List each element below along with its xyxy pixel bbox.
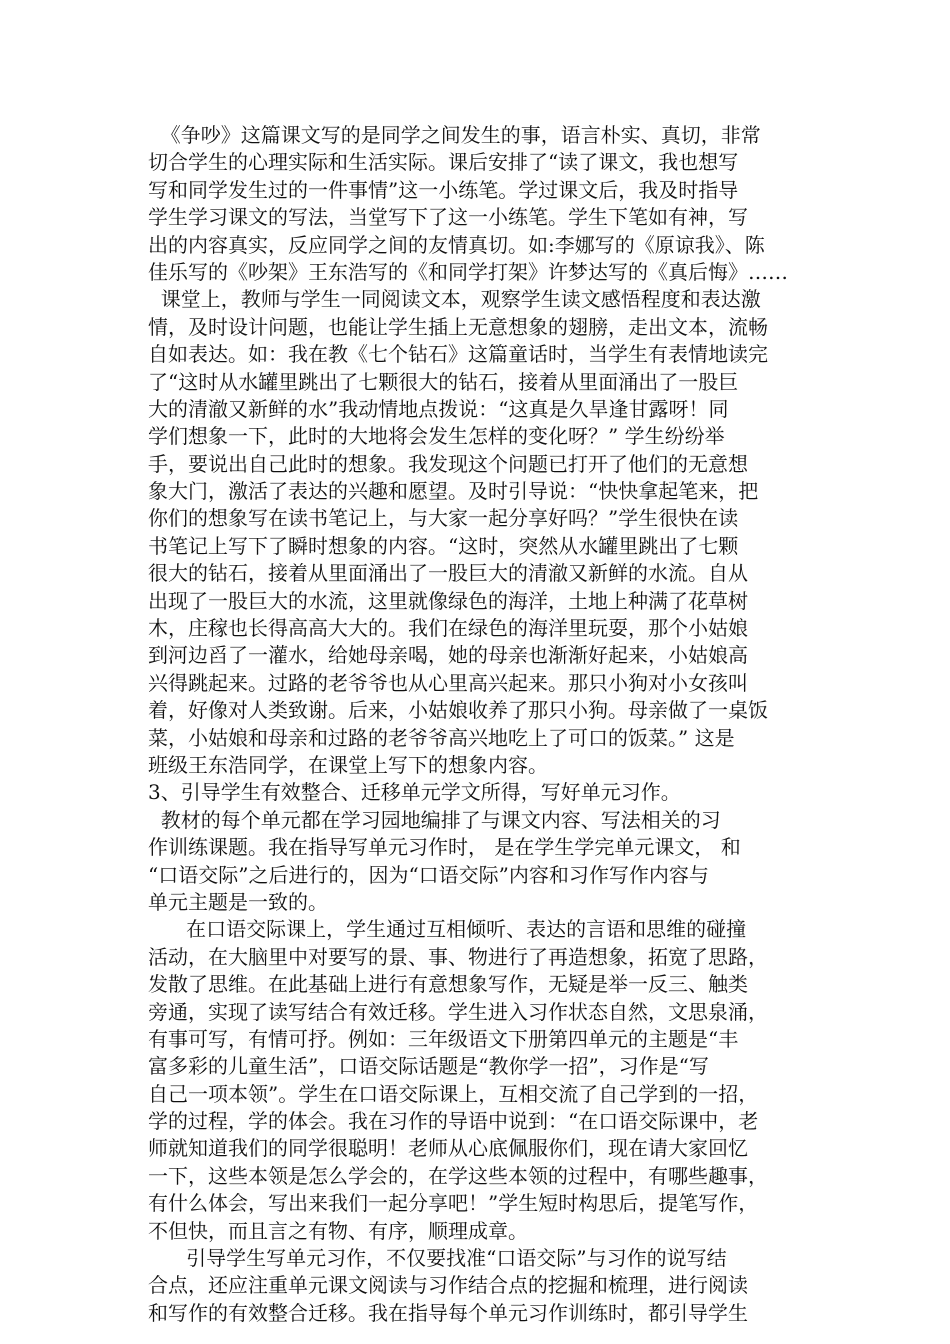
text-line: 切合学生的心理实际和生活实际。课后安排了“读了课文，我也想写 xyxy=(148,150,739,175)
text-line: 到河边舀了一灌水，给她母亲喝，她的母亲也渐渐好起来，小姑娘高 xyxy=(148,643,748,668)
text-line: 出的内容真实，反应同学之间的友情真切。如:李娜写的《原谅我》、陈 xyxy=(148,232,765,257)
text-line: 写和同学发生过的一件事情”这一小练笔。学过课文后，我及时指导 xyxy=(148,177,739,202)
text-line: 自己一项本领”。学生在口语交际课上，互相交流了自己学到的一招， xyxy=(148,1081,759,1106)
text-line: “口语交际”之后进行的，因为“口语交际”内容和习作写作内容与 xyxy=(148,862,709,887)
text-line: 出现了一股巨大的水流，这里就像绿色的海洋，土地上种满了花草树 xyxy=(148,588,748,613)
text-line: 学们想象一下，此时的大地将会发生怎样的变化呀？” 学生纷纷举 xyxy=(148,424,725,449)
text-line: 在口语交际课上，学生通过互相倾听、表达的言语和思维的碰撞 xyxy=(148,917,747,942)
text-line: 有什么体会，写出来我们一起分享吧！”学生短时构思后，提笔写作， xyxy=(148,1191,759,1216)
text-line: 班级王东浩同学，在课堂上写下的想象内容。 xyxy=(148,752,548,777)
text-line: 单元主题是一致的。 xyxy=(148,889,328,914)
text-line: 象大门，激活了表达的兴趣和愿望。及时引导说：“快快拿起笔来，把 xyxy=(148,479,759,504)
text-line: 大的清澈又新鲜的水”我动情地点拨说：“这真是久旱逢甘露呀！同 xyxy=(148,396,729,421)
text-line: 和写作的有效整合迁移。我在指导每个单元习作训练时，都引导学生 xyxy=(148,1300,748,1325)
text-line: 木，庄稼也长得高高大大的。我们在绿色的海洋里玩耍，那个小姑娘 xyxy=(148,616,748,641)
text-line: 有事可写，有情可抒。例如：三年级语文下册第四单元的主题是“丰 xyxy=(148,1026,739,1051)
text-line: 学的过程，学的体会。我在习作的导语中说到：“在口语交际课中，老 xyxy=(148,1109,759,1134)
text-line: 手，要说出自己此时的想象。我发现这个问题已打开了他们的无意想 xyxy=(148,451,748,476)
text-line: 合点，还应注重单元课文阅读与习作结合点的挖掘和梳理，进行阅读 xyxy=(148,1273,748,1298)
text-line: 活动，在大脑里中对要写的景、事、物进行了再造想象，拓宽了思路， xyxy=(148,944,768,969)
text-line: 菜，小姑娘和母亲和过路的老爷爷高兴地吃上了可口的饭菜。” 这是 xyxy=(148,725,735,750)
text-line: 情，及时设计问题，也能让学生插上无意想象的翅膀，走出文本，流畅 xyxy=(148,314,768,339)
text-line: 了“这时从水罐里跳出了七颗很大的钻石，接着从里面涌出了一股巨 xyxy=(148,369,739,394)
text-line: 兴得跳起来。过路的老爷爷也从心里高兴起来。那只小狗对小女孩叫 xyxy=(148,670,748,695)
body-text xyxy=(148,122,828,1327)
text-line: 引导学生写单元习作，不仅要找准“口语交际”与习作的说写结 xyxy=(148,1246,727,1271)
text-line: 3、引导学生有效整合、迁移单元学文所得，写好单元习作。 xyxy=(148,780,681,805)
text-line: 自如表达。如：我在教《七个钻石》这篇童话时，当学生有表情地读完 xyxy=(148,342,768,367)
text-line: 佳乐写的《吵架》王东浩写的《和同学打架》许梦达写的《真后悔》…… xyxy=(148,259,788,284)
text-line: 着，好像对人类致谢。后来，小姑娘收养了那只小狗。母亲做了一桌饭 xyxy=(148,698,768,723)
text-line: 发散了思维。在此基础上进行有意想象写作，无疑是举一反三、触类 xyxy=(148,972,748,997)
text-line: 《争吵》这篇课文写的是同学之间发生的事，语言朴实、真切，非常 xyxy=(148,123,761,147)
text-line: 师就知道我们的同学很聪明！老师从心底佩服你们，现在请大家回忆 xyxy=(148,1136,748,1161)
text-line: 一下，这些本领是怎么学会的，在学这些本领的过程中，有哪些趣事， xyxy=(148,1163,768,1188)
text-line: 旁通，实现了读写结合有效迁移。学生进入习作状态自然，文思泉涌， xyxy=(148,999,768,1024)
text-line: 富多彩的儿童生活”，口语交际话题是“教你学一招”，习作是“写 xyxy=(148,1054,709,1079)
text-line: 很大的钻石，接着从里面涌出了一股巨大的清澈又新鲜的水流。自从 xyxy=(148,561,748,586)
text-line: 书笔记上写下了瞬时想象的内容。“这时，突然从水罐里跳出了七颗 xyxy=(148,533,739,558)
text-line: 学生学习课文的写法，当堂写下了这一小练笔。学生下笔如有神，写 xyxy=(148,205,748,230)
text-line: 教材的每个单元都在学习园地编排了与课文内容、写法相关的习 xyxy=(148,807,721,832)
text-line: 作训练课题。我在指导写单元习作时， 是在学生学完单元课文， 和 xyxy=(148,835,741,860)
text-line: 课堂上，教师与学生一同阅读文本，观察学生读文感悟程度和表达激 xyxy=(148,287,761,312)
text-line: 不但快，而且言之有物、有序，顺理成章。 xyxy=(148,1218,528,1243)
text-line: 你们的想象写在读书笔记上，与大家一起分享好吗？”学生很快在读 xyxy=(148,506,739,531)
